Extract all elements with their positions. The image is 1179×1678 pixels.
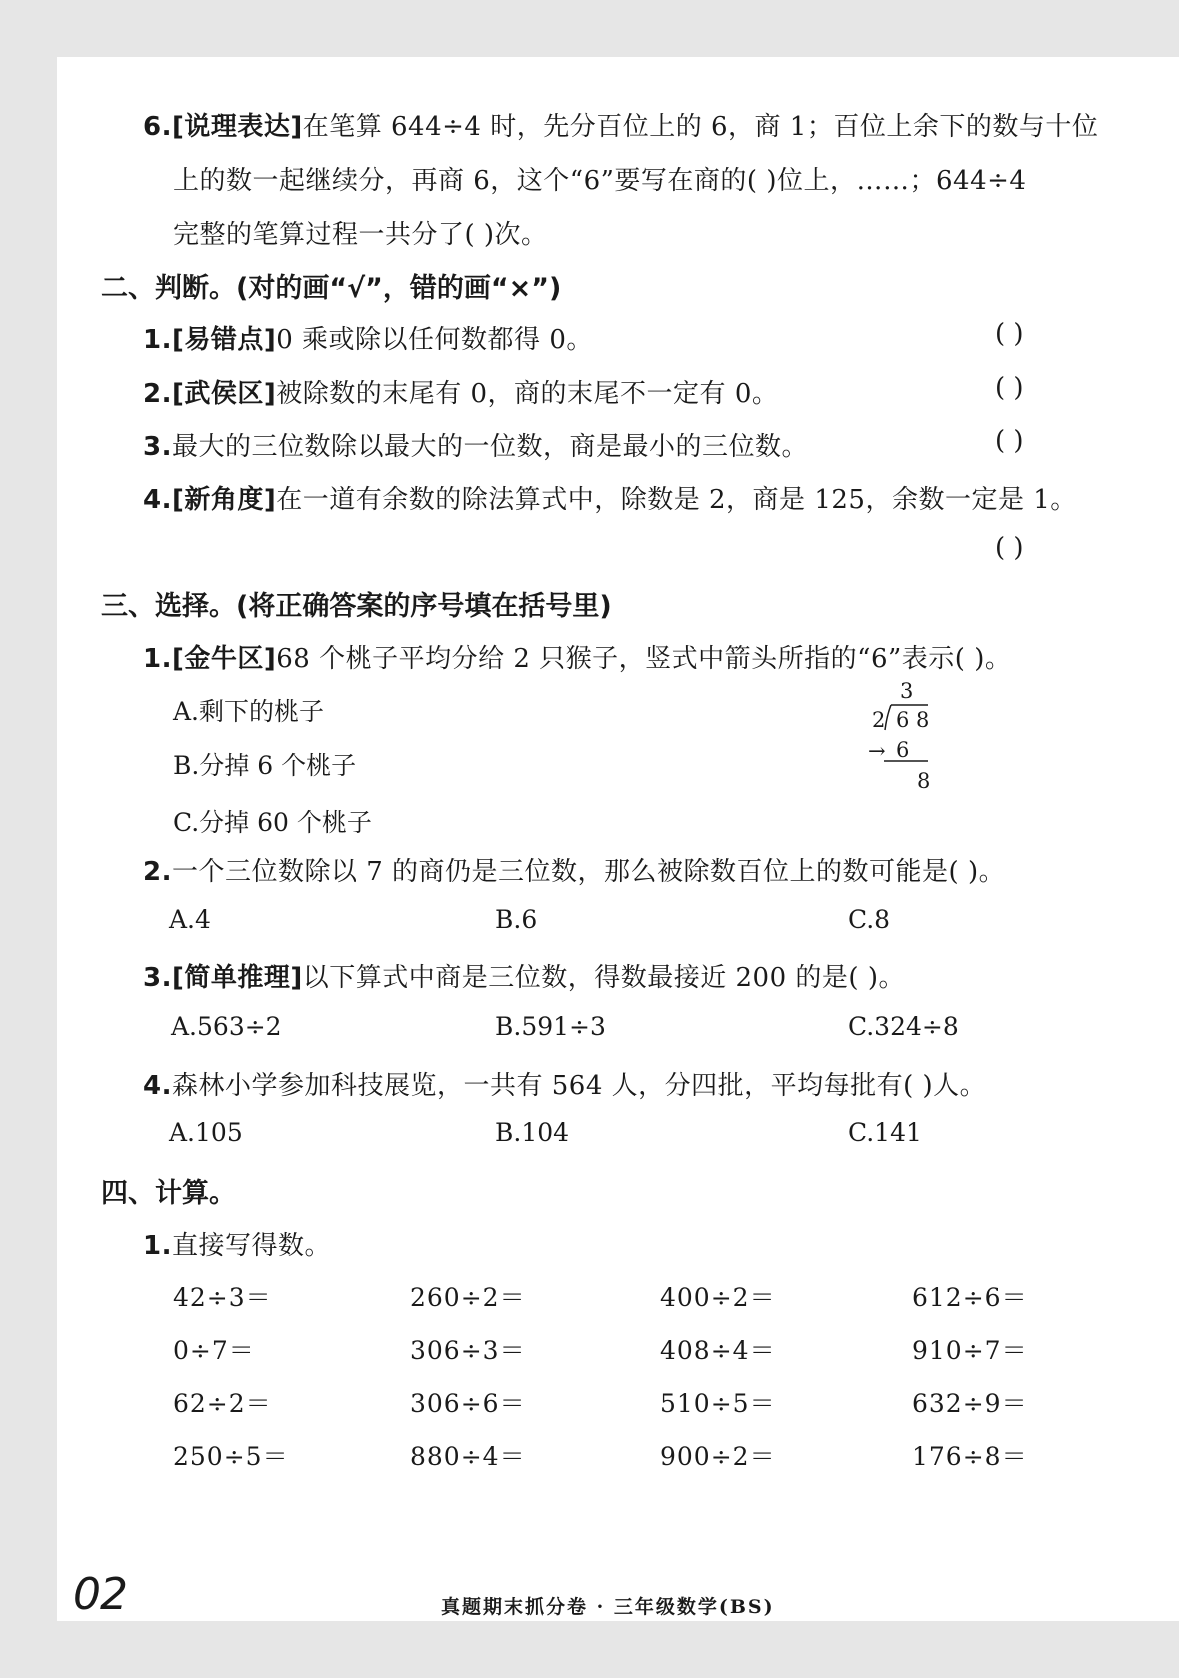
calc-problem[interactable]: 900÷2＝ (660, 1442, 776, 1471)
judge-item-number: 2. (143, 379, 172, 409)
judge-item-text: 被除数的末尾有 0，商的末尾不一定有 0。 (276, 379, 779, 409)
calc-problem[interactable]: 880÷4＝ (410, 1442, 526, 1471)
calc-problem[interactable]: 260÷2＝ (410, 1283, 526, 1312)
judge-item-4 (143, 479, 1077, 516)
calc-problem[interactable]: 400÷2＝ (660, 1283, 776, 1312)
choice-q4-option-c[interactable]: C.141 (848, 1118, 922, 1147)
judge-item-3 (143, 426, 808, 463)
page-number: 02 (73, 1569, 127, 1620)
choice-q2-option-b[interactable]: B.6 (495, 905, 538, 934)
choice-q2-option-a[interactable]: A.4 (169, 905, 211, 934)
calc-problem[interactable]: 62÷2＝ (173, 1389, 272, 1418)
judge-item-tag: [易错点] (171, 325, 277, 355)
division-dividend: 6 8 (896, 708, 930, 732)
choice-q2-number: 2. (143, 857, 172, 887)
calc-problem[interactable]: 42÷3＝ (173, 1283, 272, 1312)
calc-problem[interactable]: 408÷4＝ (660, 1336, 776, 1365)
calc-problem[interactable]: 510÷5＝ (660, 1389, 776, 1418)
calc-problem[interactable]: 250÷5＝ (173, 1442, 289, 1471)
division-remainder: 8 (917, 769, 931, 793)
section2-title: 二、判断。(对的画“√”，错的画“×”) (101, 273, 562, 304)
choice-q2 (143, 851, 1005, 888)
division-divisor: 2 (872, 708, 886, 732)
q6-number: 6. (143, 112, 172, 142)
division-quotient: 3 (900, 679, 914, 703)
section3-title: 三、选择。(将正确答案的序号填在括号里) (101, 591, 612, 622)
judge-item-number: 3. (143, 432, 172, 462)
calc-problem[interactable]: 632÷9＝ (912, 1389, 1028, 1418)
judge-answer-blank-4[interactable]: ( ) (995, 533, 1024, 563)
q6-line3: 完整的笔算过程一共分了( )次。 (173, 220, 548, 250)
judge-item-number: 1. (143, 325, 172, 355)
judge-answer-blank-1[interactable]: ( ) (995, 319, 1024, 349)
choice-q1-option-c[interactable]: C.分掉 60 个桃子 (173, 808, 372, 837)
choice-q1-option-a[interactable]: A.剩下的桃子 (173, 697, 325, 726)
q6-line2: 上的数一起继续分，再商 6，这个“6”要写在商的( )位上，……；644÷4 (173, 166, 1027, 196)
choice-q3-number: 3. (143, 963, 172, 993)
judge-answer-blank-3[interactable]: ( ) (995, 426, 1024, 456)
choice-q4-option-a[interactable]: A.105 (169, 1118, 243, 1147)
q6-line1 (143, 106, 1098, 143)
judge-item-tag: [武侯区] (171, 379, 277, 409)
choice-q1 (143, 638, 1011, 675)
calc-subtitle (143, 1225, 331, 1262)
choice-q4-number: 4. (143, 1071, 172, 1101)
choice-q3-option-a[interactable]: A.563÷2 (171, 1012, 282, 1041)
choice-q2-option-c[interactable]: C.8 (848, 905, 891, 934)
long-division-figure (868, 679, 952, 795)
judge-item-number: 4. (143, 485, 172, 515)
judge-item-text: 最大的三位数除以最大的一位数，商是最小的三位数。 (171, 432, 808, 462)
choice-q3-tag: [简单推理] (171, 963, 303, 993)
judge-item-2 (143, 373, 778, 410)
choice-q3-option-b[interactable]: B.591÷3 (495, 1012, 606, 1041)
choice-q3-text: 以下算式中商是三位数，得数最接近 200 的是( )。 (302, 963, 905, 993)
section4-title: 四、计算。 (101, 1178, 236, 1209)
choice-q4-text: 森林小学参加科技展览，一共有 564 人，分四批，平均每批有( )人。 (171, 1071, 987, 1101)
arrow-icon: → (868, 739, 886, 763)
choice-q1-number: 1. (143, 644, 172, 674)
choice-q1-tag: [金牛区] (171, 644, 277, 674)
calc-problem[interactable]: 176÷8＝ (912, 1442, 1028, 1471)
q6-tag: [说理表达] (171, 112, 303, 142)
exam-page (57, 57, 1179, 1621)
calc-sub-text: 直接写得数。 (171, 1231, 331, 1261)
choice-q3-option-c[interactable]: C.324÷8 (848, 1012, 959, 1041)
calc-sub-number: 1. (143, 1231, 172, 1261)
choice-q2-text: 一个三位数除以 7 的商仍是三位数，那么被除数百位上的数可能是( )。 (171, 857, 1006, 887)
choice-q3 (143, 957, 905, 994)
choice-q1-text: 68 个桃子平均分给 2 只猴子，竖式中箭头所指的“6”表示( )。 (276, 644, 1012, 674)
calc-problem[interactable]: 306÷3＝ (410, 1336, 526, 1365)
calc-problem[interactable]: 612÷6＝ (912, 1283, 1028, 1312)
q6-text-1: 在笔算 644÷4 时，先分百位上的 6，商 1；百位上余下的数与十位 (302, 112, 1099, 142)
judge-answer-blank-2[interactable]: ( ) (995, 373, 1024, 403)
calc-problem[interactable]: 910÷7＝ (912, 1336, 1028, 1365)
division-subtrahend: 6 (896, 738, 910, 762)
choice-q4-option-b[interactable]: B.104 (495, 1118, 570, 1147)
judge-item-1 (143, 319, 593, 356)
choice-q4 (143, 1065, 986, 1102)
footer-text: 真题期末抓分卷 · 三年级数学(BS) (441, 1596, 775, 1618)
choice-q1-option-b[interactable]: B.分掉 6 个桃子 (173, 751, 357, 780)
judge-item-tag: [新角度] (171, 485, 277, 515)
calc-problem[interactable]: 0÷7＝ (173, 1336, 255, 1365)
judge-item-text: 0 乘或除以任何数都得 0。 (276, 325, 593, 355)
calc-problem[interactable]: 306÷6＝ (410, 1389, 526, 1418)
judge-item-text: 在一道有余数的除法算式中，除数是 2，商是 125，余数一定是 1。 (276, 485, 1077, 515)
